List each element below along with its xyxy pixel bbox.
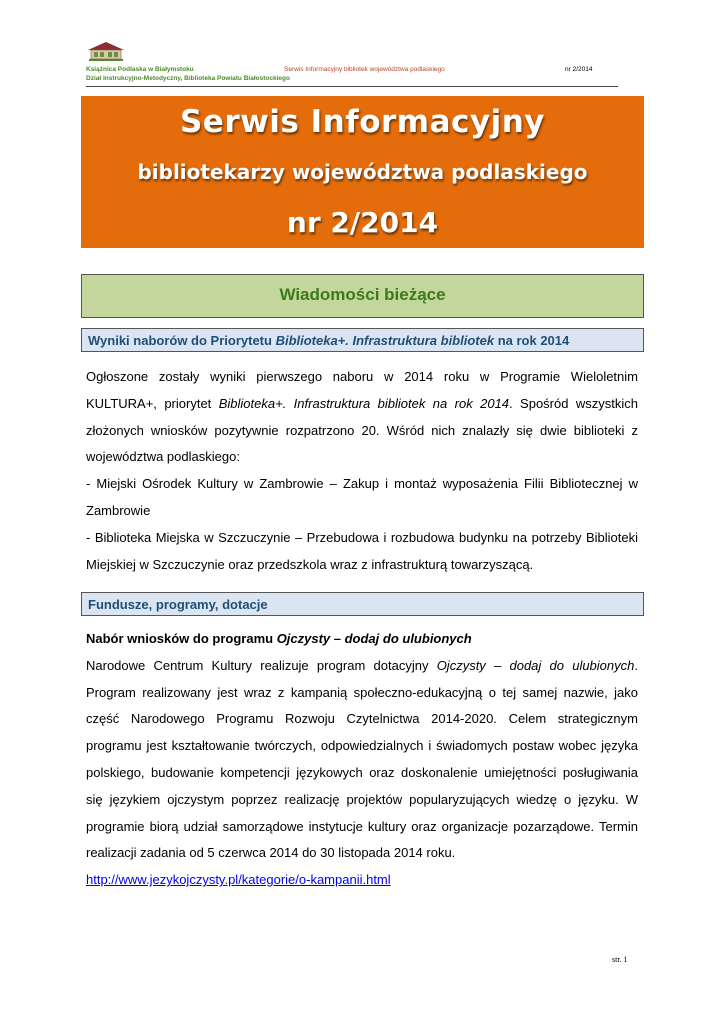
header-issue-number: nr 2/2014 xyxy=(565,66,593,73)
campaign-link[interactable]: http://www.jezykojczysty.pl/kategorie/o-kampanii.html xyxy=(86,872,391,888)
article-ojczysty-program xyxy=(86,626,638,894)
heading-italic-text: Biblioteka+. Infrastruktura bibliotek xyxy=(275,333,495,348)
list-item: - Biblioteka Miejska w Szczuczynie – Przebudowa i rozbudowa budynku na potrzeby Biblioteki Miejskiej w Szczuczynie oraz przedszkola wraz z infrastrukturą towarzyszącą. xyxy=(86,529,638,572)
banner-subtitle: bibliotekarzy województwa podlaskiego xyxy=(137,160,588,184)
title-banner xyxy=(81,96,644,248)
paragraph-text: Ogłoszone zostały wyniki pierwszego naboru w 2014 roku w Programie Wieloletnim KULTURA+, priorytet xyxy=(86,369,638,411)
header-publication-title: Serwis Informacyjny bibliotek województwa podlaskiego xyxy=(284,66,445,73)
header-divider xyxy=(86,86,618,87)
list-item: - Miejski Ośrodek Kultury w Zambrowie – Zakup i montaż wyposażenia Filii Bibliotecznej w Zambrowie xyxy=(86,476,638,518)
heading-funding: Fundusze, programy, dotacje xyxy=(81,592,644,616)
paragraph-italic: Biblioteka+. Infrastruktura bibliotek na rok 2014 xyxy=(218,395,510,411)
paragraph-text-end: . Spośród wszystkich złożonych wniosków pozytywnie rozpatrzono 20. Wśród nich znalazły się dwie biblioteki z województwa podlaskiego: xyxy=(86,395,638,465)
banner-title: Serwis Informacyjny xyxy=(179,104,546,140)
heading-infrastructure-results xyxy=(81,328,644,352)
paragraph-program xyxy=(86,653,638,867)
library-building-logo-icon xyxy=(86,40,126,62)
heading-text: Wyniki naborów do Priorytetu xyxy=(88,333,276,348)
banner-issue: nr 2/2014 xyxy=(286,206,439,239)
paragraph-text: Narodowe Centrum Kultury realizuje program dotacyjny xyxy=(86,657,437,673)
subheading-text: Nabór wniosków do programu xyxy=(86,631,277,646)
section-title-current-news: Wiadomości bieżące xyxy=(81,274,644,318)
header-department: Dział Instrukcyjno-Metodyczny, Biblioteka Powiatu Białostockiego xyxy=(86,75,290,82)
article-subheading xyxy=(86,626,638,653)
paragraph-italic: Ojczysty – dodaj do ulubionych xyxy=(436,657,635,673)
page-number: str. 1 xyxy=(612,955,628,964)
heading-text-end: na rok 2014 xyxy=(494,333,570,348)
header-institution: Książnica Podlaska w Białymstoku xyxy=(86,66,194,73)
paragraph-results xyxy=(86,364,638,471)
paragraph-text-end: . Program realizowany jest wraz z kampanią społeczno-edukacyjną o tej samej nazwie, jako część Narodowego Programu Rozwoju Czytelnictwa 2014-2020. Celem strategicznym programu jest kształtowanie twórczych, odpowiedzialnych i świadomych postaw wobec języka polskiego, budowanie kompetencji językowych oraz doskonalenie umiejętności posługiwania się językiem ojczystym poprzez realizację projektów popularyzujących wiedzę o języku. W programie biorą udział samorządowe instytucje kultury oraz organizacje pozarządowe. Termin realizacji zadania od 5 czerwca 2014 do 30 listopada 2014 roku. xyxy=(86,657,638,861)
article-infrastructure-results xyxy=(86,364,638,578)
header-logo xyxy=(86,40,126,62)
subheading-italic: Ojczysty – dodaj do ulubionych xyxy=(276,631,472,646)
